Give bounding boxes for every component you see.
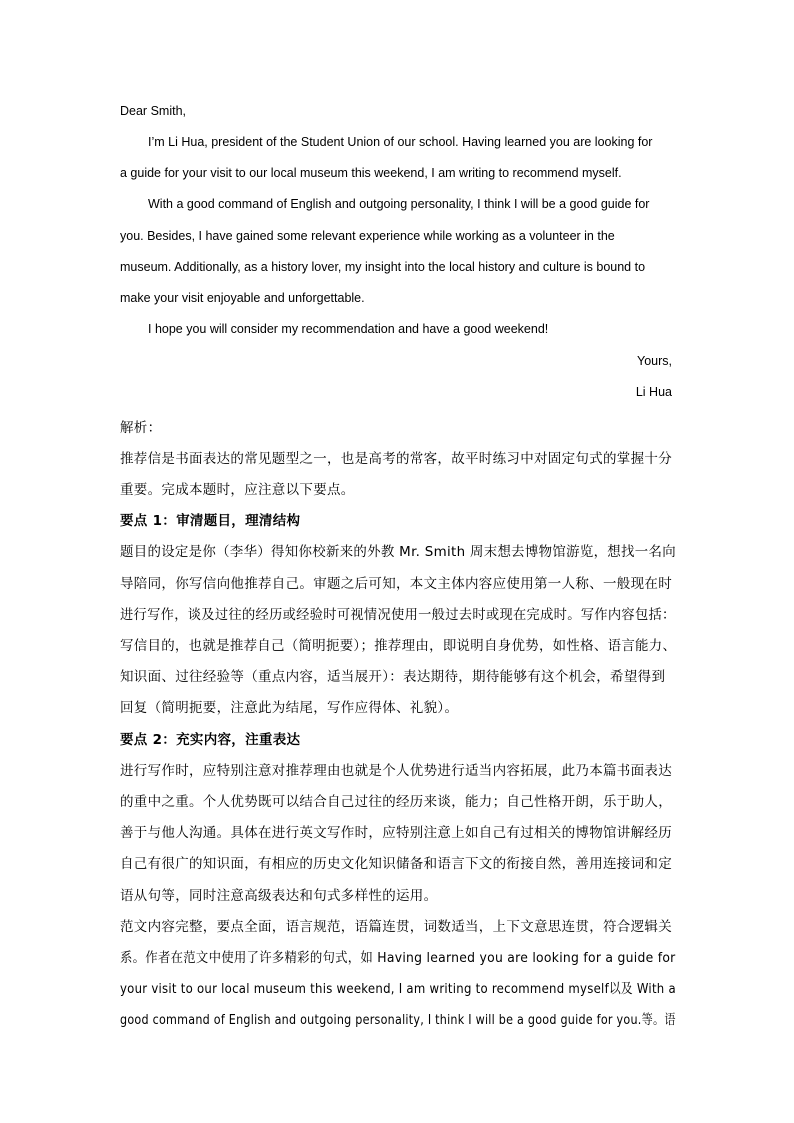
point-1-title: 要点 1：审清题目，理清结构 (120, 513, 301, 529)
analysis-text-line: 题目的设定是你（李华）得知你校新来的外教 Mr. Smith 周末想去博物馆游览，想找一名向 (120, 544, 676, 560)
letter-paragraph-line: I hope you will consider my recommendation and have a good weekend! (148, 322, 549, 336)
analysis-text-line: 推荐信是书面表达的常见题型之一，也是高考的常客，故平时练习中对固定句式的掌握十分 (120, 451, 672, 467)
letter-paragraph-line: I’m Li Hua, president of the Student Union of our school. Having learned you are looking for (148, 135, 653, 149)
analysis-heading: 解析： (120, 420, 162, 436)
analysis-text-line: 写信目的，也就是推荐自己（简明扼要）；推荐理由，即说明自身优势，如性格、语言能力、 (120, 638, 677, 654)
analysis-text-line: 系。作者在范文中使用了许多精彩的句式，如 Having learned you are looking for a guide for (120, 950, 676, 966)
letter-closing: Yours, (637, 354, 672, 368)
analysis-text-line: 进行写作时，应特别注意对推荐理由也就是个人优势进行适当内容拓展，此乃本篇书面表达 (120, 763, 672, 779)
analysis-text-line: 知识面、过往经验等（重点内容，适当展开）：表达期待，期待能够有这个机会，希望得到 (120, 669, 666, 685)
letter-paragraph-line: With a good command of English and outgoing personality, I think I will be a good guide for (148, 197, 650, 211)
analysis-text-line: your visit to our local museum this weekend, I am writing to recommend myself以及 With a (120, 981, 676, 997)
analysis-text-line: 善于与他人沟通。具体在进行英文写作时，应特别注意上如自己有过相关的博物馆讲解经历 (120, 825, 672, 841)
analysis-text-line: 范文内容完整，要点全面，语言规范，语篇连贯，词数适当，上下文意思连贯，符合逻辑关 (120, 919, 672, 935)
analysis-text-line: 语从句等，同时注意高级表达和句式多样性的运用。 (120, 888, 438, 904)
letter-paragraph-line: a guide for your visit to our local museum this weekend, I am writing to recommend myself. (120, 166, 622, 180)
analysis-text-line: 自己有很广的知识面，有相应的历史文化知识储备和语言下文的衔接自然，善用连接词和定 (120, 856, 672, 872)
analysis-text-line: 导陪同，你写信向他推荐自己。审题之后可知，本文主体内容应使用第一人称、一般现在时 (120, 576, 672, 592)
letter-paragraph-line: museum. Additionally, as a history lover, my insight into the local history and culture is bound to (120, 260, 646, 274)
letter-paragraph-line: you. Besides, I have gained some relevant experience while working as a volunteer in the (120, 229, 615, 243)
analysis-text-line: 回复（简明扼要，注意此为结尾，写作应得体、礼貌）。 (120, 700, 459, 716)
letter-paragraph-line: make your visit enjoyable and unforgettable. (120, 291, 365, 305)
analysis-text-line: 重要。完成本题时，应注意以下要点。 (120, 482, 355, 498)
analysis-text-line: good command of English and outgoing personality, I think I will be a good guide for you.等。语 (120, 1012, 676, 1028)
analysis-text-line: 进行写作，谈及过往的经历或经验时可视情况使用一般过去时或现在完成时。写作内容包括： (120, 607, 676, 623)
letter-signature: Li Hua (635, 385, 672, 399)
point-2-title: 要点 2：充实内容，注重表达 (120, 732, 301, 748)
analysis-text-line: 的重中之重。个人优势既可以结合自己过往的经历来谈，能力；自己性格开朗，乐于助人， (120, 794, 672, 810)
letter-salutation: Dear Smith, (120, 104, 186, 118)
